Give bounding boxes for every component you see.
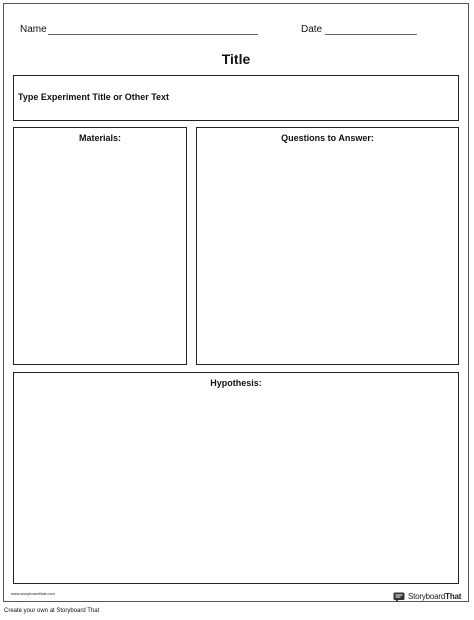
questions-box[interactable] <box>196 127 459 365</box>
materials-box[interactable] <box>13 127 187 365</box>
materials-heading: Materials: <box>78 133 122 143</box>
page-title[interactable]: Title <box>221 51 251 67</box>
storyboardthat-logo <box>393 591 461 603</box>
experiment-title-text[interactable]: Type Experiment Title or Other Text <box>18 92 170 102</box>
footer-url: www.storyboardthat.com <box>11 591 55 596</box>
name-line[interactable] <box>48 34 258 35</box>
create-your-own-link[interactable]: Create your own at Storyboard That <box>4 608 100 614</box>
questions-heading: Questions to Answer: <box>281 133 374 143</box>
date-line[interactable] <box>325 34 417 35</box>
hypothesis-heading: Hypothesis: <box>210 378 262 388</box>
hypothesis-box[interactable] <box>13 372 459 584</box>
logo-text-that: That <box>445 592 462 601</box>
storyboard-that-logo-icon <box>393 592 405 602</box>
logo-text <box>408 592 461 602</box>
name-label: Name <box>20 24 47 35</box>
experiment-title-box[interactable] <box>13 75 459 121</box>
logo-text-storyboard: Storyboard <box>408 592 446 601</box>
date-label: Date <box>301 24 323 35</box>
worksheet-page <box>3 3 469 602</box>
